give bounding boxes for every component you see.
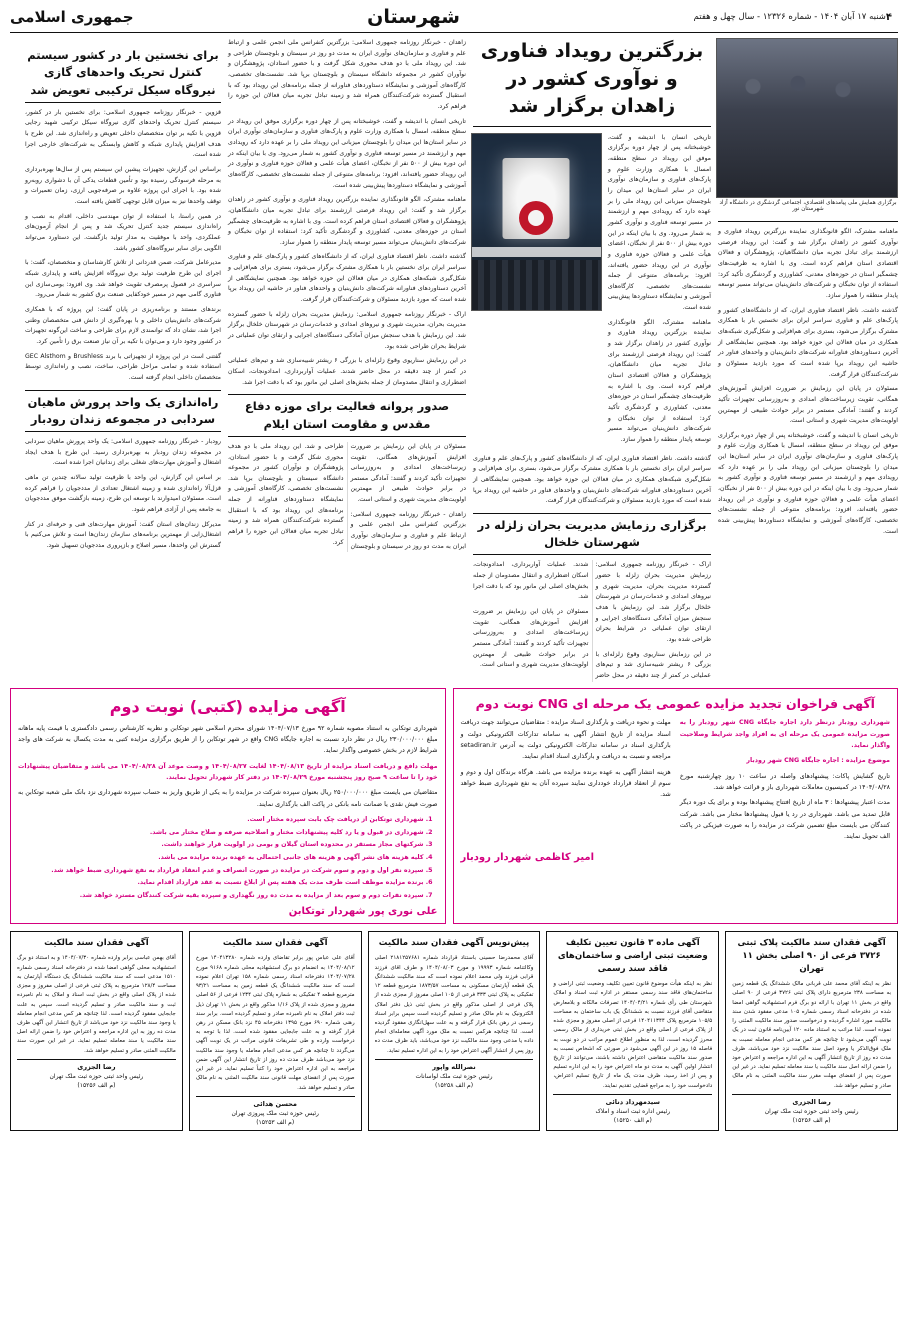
page-number: ۴ — [885, 11, 892, 23]
audience-photo — [716, 38, 898, 198]
article-body: قزوین - خبرنگار روزنامه جمهوری اسلامی: برای نخستین بار در کشور، سیستم کنترل تحریک واحدهای گازی نیروگاه سیکل ترکیبی شهید رجایی قزوین با تکیه بر توان متخصصان داخلی تعویض و راه‌اندازی شد. این طرح با هدف افزایش پایداری شبکه و کاهش وابستگی به شرکت‌های خارجی اجرا شده است. — [25, 108, 221, 159]
legal-notice-signature: رضا الجزری — [17, 1059, 176, 1071]
issue-date-line: شنبه ۱۷ آبان ۱۴۰۴ - شماره ۱۲۳۲۶ - سال چهل و هفتم — [693, 12, 886, 22]
legal-notice-role: رئیس واحد ثبتی حوزه ثبت ملک تهران — [49, 1072, 144, 1080]
legal-notice-code: (م الف ۱۵۲۵۶) — [77, 1081, 116, 1089]
legal-notice-signature: سیدمهرداد دنائی — [553, 1094, 712, 1106]
subheadline-quake: برگزاری رزمایش مدیریت بحران زلزله در شهرستان خلخال — [473, 513, 711, 556]
ad-auction-condition: 4. کلیه هزینه های نشر آگهی و هزینه های جانبی احتمالی به عهده برنده مزایده می باشد. — [18, 852, 424, 864]
article-body: زاهدان - خبرنگار روزنامه جمهوری اسلامی: بزرگترین کنفرانس ملی انجمن علمی و ارتباط علم و فناوری و سازمان‌های نوآوری ایران به مدت دو روز در سیستان و بلوچستان طراحی و شد. این رویداد ملی با دو هدف محوری شکل گرفت و با حضور استادان، پژوهشگران و نوآوران کشور در مجموعه دانشگاه سیستان و بلوچستان برپا شد. نشست‌های تخصصی، کارگاه‌های آموزشی و نمایشگاه دستاوردهای فناورانه از جمله برنامه‌های این رویداد بود که با استقبال گسترده شرکت‌کنندگان همراه شد و زمینه تبادل تجربه میان فعالان این حوزه را فراهم کرد. — [228, 39, 466, 110]
article-body: گذشته داشت. ناظر اقتصاد فناوری ایران، که از دانشگاه‌های کشور و پارک‌های علم و فناوری سراسر ایران برای نخستین بار با همکاری مشترک برگزار می‌شود، بستری برای هم‌افزایی و شکل‌گیری شبکه‌های همکاری در میان فعالان این حوزه خواهد بود. همچنین نمایشگاهی از آخرین دستاوردهای فناورانه شرکت‌های دانش‌بنیان و واحدهای فناور در حاشیه این رویداد برپا شده است که مورد بازدید مسئولان و شرکت‌کنندگان قرار گرفت. — [718, 306, 898, 378]
paper-name: جمهوری اسلامی — [10, 8, 134, 26]
main-headline: بزرگترین رویداد فناوری و نوآوری کشور در زاهدان برگزار شد — [473, 38, 711, 127]
legal-notice-signature: محسن هدائی — [196, 1096, 355, 1108]
ad-auction-paragraph: شهرداری توتکابن به استناد مصوبه شماره ۹۲ مورخ ۱۴۰۴/۰۷/۱۳ شورای محترم اسلامی شهر توتکابن و نظریه کارشناس رسمی دادگستری با قیمت پایه ماهانه مبلغ ۲۳۰/۰۰۰/۰۰۰ ریال در نظر دارد نسبت به اجاره جایگاه CNG واقع در شهر توتکابن را از طریق برگزاری مزایده کتبی به مدت یکسال به شرکت های واجد شرایط لازم در بخش خصوصی واگذار نماید. — [18, 724, 438, 755]
legal-notice — [368, 931, 541, 1130]
conference-stage-photo — [471, 133, 602, 311]
legal-notice-title: پیش‌نویس آگهی فقدان سند مالکیت — [378, 938, 530, 949]
ad-cng-signature: امیر کاظمی شهردار رودبار — [460, 851, 595, 863]
article-body: ماهنامه مشترک، الگو قانونگذاری نماینده بزرگترین رویداد فناوری و نوآوری کشور در زاهدان برگزار شد و گفت: این رویداد فرصتی ارزشمند برای تبادل تجربه میان دانشگاهیان، پژوهشگران و فعالان اقتصادی استان فراهم کرده است. وی با اشاره به ظرفیت‌های چشمگیر استان در حوزه‌های معدنی، کشاورزی و گردشگری تأکید کرد: استفاده از توان نخبگان و شرکت‌های دانش‌بنیان می‌تواند مسیر توسعه پایدار منطقه را هموار سازد. — [228, 196, 466, 246]
article-body: مسئولان در پایان این رزمایش بر ضرورت افزایش آموزش‌های همگانی، تقویت زیرساخت‌های امدادی و به‌روزرسانی تجهیزات تأکید کردند و گفتند: آمادگی مستمر در برابر حوادث طبیعی از مهمترین اولویت‌های مدیریت شهری و استانی است. — [473, 608, 589, 669]
article-body: زاهدان - خبرنگار روزنامه جمهوری اسلامی: بزرگترین کنفرانس ملی انجمن علمی و ارتباط علم و فناوری و سازمان‌های نوآوری ایران به مدت دو روز در سیستان و بلوچستان طراحی و شد. این رویداد ملی با دو هدف محوری شکل گرفت و با حضور استادان، پژوهشگران و نوآوران کشور در مجموعه دانشگاه سیستان و بلوچستان برپا شد. نشست‌های تخصصی، کارگاه‌های آموزشی و نمایشگاه دستاوردهای فناورانه از جمله برنامه‌های این رویداد بود که با استقبال گسترده شرکت‌کنندگان همراه شد و زمینه تبادل تجربه میان فعالان این حوزه را فراهم کرد. — [228, 442, 466, 550]
legal-notice-body: آقای علی عباس پور برابر تقاضای وارده شماره ۱۴۰۴۱۳۲۸۰ مورخ ۱۴۰۴/۰۸/۱۲ به انضمام دو برگ استشهادیه محلی شماره ۹۱۶۸ مورخ ۱۴۰۴/۰۷/۲۸ دفترخانه اسناد رسمی شماره ۱۵۸ تهران اعلام نموده است که سند مالکیت ششدانگ یک قطعه زمین به مساحت ۹۳/۲۱ مترمربع قطعه ۴ تفکیکی به شماره پلاک ثبتی ۱۲۳۴ فرعی از ۵۶ اصلی مفروز و مجزی شده از پلاک ۱/۱۶ مذکور واقع در بخش ۱۱ تهران ذیل ثبت دفتر املاک به نام نامبرده صادر و تسلیم گردیده است. برابر سند رهنی شماره ۶۹۰ مورخ ۱۳۹۵ دفترخانه ۴۵ نزد بانک مسکن در رهن قرار گرفته و به علت جابجایی مفقود شده است. لذا با توجه به درخواست وارده و طی تشریفات قانونی مراتب در یک نوبت آگهی می‌گردد تا چنانچه هر کس مدعی انجام معامله یا وجود سند مالکیت نزد خود می‌باشد ظرف مدت ده روز از تاریخ انتشار این آگهی ضمن مراجعه به این اداره اعتراض خود را کتباً تسلیم نماید. در غیر این صورت پس از انقضای مهلت قانونی سند مالکیت المثنی به نام مالک صادر و تسلیم خواهد شد. — [195, 955, 355, 1091]
legal-notice-code: (م الف ۱۵۲۵۳) — [256, 1118, 295, 1126]
legal-notice-role: رئیس حوزه ثبت ملک لواسانات — [415, 1072, 493, 1080]
legal-notice-role: رئیس اداره ثبت اسناد و املاک — [595, 1107, 671, 1115]
article-body: برندهای مستند و برنامه‌ریزی در پایان گفت: این پروژه که با همکاری شرکت‌های دانش‌بنیان داخلی و با بهره‌گیری از دانش فنی متخصصان وطنی اجرا شد، نشان داد که توانمندی لازم برای طراحی و ساخت این‌گونه تجهیزات در کشور وجود دارد و می‌توان با تکیه بر آن نیاز صنعت برق را تأمین کرد. — [25, 305, 221, 345]
legal-notice-role: رئیس واحد ثبتی حوزه ثبت ملک تهران — [764, 1107, 859, 1115]
article-body: در این رزمایش سناریوی وقوع زلزله‌ای با بزرگی ۶ ریشتر شبیه‌سازی شد و تیم‌های عملیاتی در کمتر از چند دقیقه در محل حاضر شدند. عملیات آواربرداری، امدادونجات، اسکان اضطراری و انتقال مصدومان از جمله بخش‌های اصلی این مانور بود که با دقت اجرا شد. — [473, 561, 711, 680]
legal-notice — [546, 931, 719, 1130]
top-content-area — [10, 38, 898, 682]
ad-auction-condition: 6. برنده مزایده موظف است ظرف مدت یک هفته پس از ابلاغ نسبت به عقد قرارداد اقدام نماید. — [18, 877, 424, 889]
right-headline-1: برای نخستین بار در کشور سیستم کنترل تحریک واحدهای گازی نیروگاه سیکل ترکیبی تعویض شد — [25, 44, 221, 103]
legal-notice-title: آگهی فقدان سند مالکیت — [222, 938, 328, 949]
legal-notice-code: (م الف ۱۵۲۵۶) — [792, 1116, 831, 1124]
column-right — [718, 38, 898, 682]
article-body: مسئولان در پایان این رزمایش بر ضرورت افزایش آموزش‌های همگانی، تقویت زیرساخت‌های امدادی و به‌روزرسانی تجهیزات تأکید کردند و گفتند: آمادگی مستمر در برابر حوادث طبیعی از مهمترین اولویت‌های مدیریت شهری و استانی است. — [350, 442, 466, 504]
article-body: ماهنامه مشترک، الگو قانونگذاری نماینده بزرگترین رویداد فناوری و نوآوری کشور در زاهدان برگزار شد و گفت: این رویداد فرصتی ارزشمند برای تبادل تجربه میان دانشگاهیان، پژوهشگران و فعالان اقتصادی استان فراهم کرده است. وی با اشاره به ظرفیت‌های چشمگیر استان در حوزه‌های معدنی، کشاورزی و گردشگری تأکید کرد: استفاده از توان نخبگان و شرکت‌های دانش‌بنیان می‌تواند مسیر توسعه پایدار منطقه را هموار سازد. — [718, 228, 898, 299]
column-center-right — [473, 38, 711, 682]
ad-auction-condition: 7. سپرده نفرات دوم و سوم بعد از مزایده به مدت ده روز نگهداری و سپرده بقیه شرکت کنندگان مسترد خواهد شد. — [18, 890, 424, 902]
ad-auction-condition: 3. شرکتهای مجاز مستقر در محدوده استان گیلان و بومی در اولویت قرار خواهند داشت. — [18, 839, 424, 851]
legal-notice-signature: نصرالله واپور — [375, 1059, 534, 1071]
section-title: شهرستان — [367, 6, 460, 28]
column-center-left — [228, 38, 466, 682]
legal-notice-code: (م الف ۱۵۲۵۰) — [613, 1116, 652, 1124]
legal-notice-body: نظر به اینکه هیأت موضوع قانون تعیین تکلیف وضعیت ثبتی اراضی و ساختمان‌های فاقد سند رسمی مستقر در اداره ثبت اسناد و املاک شهرستان طی رأی شماره ۱۴۰۴/۰۴/۲۱ تصرفات مالکانه و بلامعارض متقاضی آقای فرزند نسبت به ششدانگ یک باب ساختمان به مساحت ۱۰۵/۵ مترمربع پلاک ۱۴۰۴۱۱۳۴۴ فرعی از اصلی مفروز و مجزی شده از پلاک فرعی از اصلی واقع در بخش ثبتی خریداری از مالک رسمی محرز گردیده است، لذا به منظور اطلاع عموم مراتب در دو نوبت به فاصله ۱۵ روز در این آگهی می‌شود در صورتی که اشخاص نسبت به صدور سند مالکیت متقاضی اعتراض داشته باشند، می‌توانند از تاریخ انتشار اولین آگهی به مدت دو ماه اعتراض خود را به این اداره تسلیم و پس از اخذ رسید، ظرف مدت یک ماه از تاریخ تسلیم اعتراض، دادخواست خود را به مراجع قضایی تقدیم نمایند. — [553, 981, 713, 1089]
ad-auction-paragraph: مهلت دافع و دریافت اسناد مزایده از تاریخ ۱۴۰۴/۰۸/۱۳ لغایت ۱۴۰۴/۰۸/۲۷ و وصت موعد آن ۱۴۰۴/۰۸/۲۸ می باشد و متقاضیان پیشنهادات خود را تا ساعت ۹ صبح روز پنجشنبه مورخ ۱۴۰۴/۰۸/۲۹ در دفتر کار شهردار تحویل نمایند. — [18, 762, 438, 781]
legal-notice — [725, 931, 898, 1130]
article-body: مدیرعامل شرکت، ضمن قدردانی از تلاش کارشناسان و متخصصان، گفت: با اجرای این طرح ظرفیت تولید برق نیروگاه افزایش یافته و پایداری شبکه سراسری در فصول پرمصرف تقویت خواهد شد. وی افزود: بومی‌سازی این فناوری گامی مهم در مسیر خودکفایی صنعت برق کشور به شمار می‌رود. — [25, 259, 221, 299]
advertisements-band — [10, 688, 898, 925]
article-body: بر اساس این گزارش، این واحد با ظرفیت تولید سالانه چندین تن ماهی قزل‌آلا راه‌اندازی شده و زمینه اشتغال تعدادی از مددجویان را فراهم کرده است. مسئولان امیدوارند با توسعه این طرح، زمینه بازگشت موفق مددجویان به جامعه پس از آزادی فراهم شود. — [25, 473, 221, 513]
legal-notice-body: نظر به اینکه آقای محمد علی قربانی مالک ششدانگ یک قطعه زمین به مساحت ۲۳۸ مترمربع دارای پلاک ثبتی ۳۷۲۶ فرعی از ۹۰ اصلی واقع در بخش ۱۱ تهران با ارائه دو برگ فرم استشهادیه گواهی امضا شده در دفترخانه اسناد رسمی شماره ۱۰۵ مدعی مفقود شدن سند مالکیت مورد اشاره گردیده و درخواست صدور سند مالکیت المثنی را نموده است. لذا مراتب به استناد ماده ۱۲۰ آیین‌نامه قانون ثبت در یک نوبت آگهی می‌شود تا چنانچه هر کس مدعی انجام معامله نسبت به ملک فوق‌الذکر یا وجود اصل سند مالکیت نزد خود می‌باشد، ظرف مدت ده روز از تاریخ انتشار آگهی به این اداره مراجعه و اعتراض خود را ضمن ارائه اصل سند مالکیت یا سند معامله تسلیم نماید. در غیر این صورت پس از انقضای مهلت مقرر سند مالکیت المثنی به نام مالک صادر و تسلیم خواهد شد. — [732, 981, 891, 1089]
ad-auction-signature: علی نوری پور شهردار توتکابن — [288, 906, 438, 918]
legal-notice-body: آقای بهمن عباسی برابر وارده شماره ۱۴۰۴/۰۷/۳۰ و به استناد دو برگ استشهادیه محلی گواهی امضا شده در دفترخانه اسناد رسمی شماره ۱۵۱۰ مدعی است که سند مالکیت ششدانگ یک دستگاه آپارتمان به مساحت ۱۲۸/۴ مترمربع به پلاک ثبتی فرعی از اصلی مفروز و مجزی شده از پلاک اصلی واقع در بخش ثبت اسناد و املاک به نام نامبرده ثبت و سند مالکیت صادر و تسلیم گردیده است. سپس به علت جابجایی مفقود گردیده است. لذا چنانچه هر کس مدعی انجام معامله یا وجود سند مالکیت نزد خود می‌باشد از تاریخ انتشار این آگهی ظرف مدت ده روز به این اداره مراجعه و اعتراض خود را ضمن ارائه اصل سند مالکیت یا سند معامله تسلیم نماید. در غیر این صورت سند مالکیت المثنی صادر و تسلیم خواهد شد. — [17, 955, 176, 1054]
audience-photo-caption: برگزاری همایش ملی پیامدهای اقتصادی، اجتماعی گردشگری در دانشگاه آزاد شهرستان نور — [719, 200, 897, 212]
subheadline-museum: صدور پروانه فعالیت برای موزه دفاع مقدس و مقاومت استان ایلام — [228, 394, 466, 437]
legal-notice-role: رئیس حوزه ثبت ملک پیروزی تهران — [231, 1109, 319, 1117]
article-body: گفتنی است در این پروژه از تجهیزاتی با برند Brushless و GEC Alsthom استفاده شده و تمامی مراحل طراحی، ساخت، نصب و راه‌اندازی توسط متخصصان داخلی انجام گرفته است. — [25, 352, 222, 381]
legal-notice-code: (م الف ۱۵۲۵۸) — [434, 1081, 474, 1089]
article-body: براساس این گزارش، تجهیزات پیشین این سیستم پس از سال‌ها بهره‌برداری به مرحله فرسودگی رسیده بود و تأمین قطعات یدکی آن با دشواری روبه‌رو شده بود. با اجرای این پروژه علاوه بر صرفه‌جویی ارزی، زمان تعمیرات و توقف واحدها نیز به میزان قابل توجهی کاهش یافته است. — [25, 166, 221, 205]
legal-notice-title: آگهی ماده ۳ قانون تعیین تکلیف وضعیت ثبتی اراضی و ساختمان‌های فاقد سند رسمی — [557, 938, 708, 975]
ad-auction-condition: 1. شهرداری توتکابن از دریافت چک بابت سپرده مختار است. — [18, 814, 424, 826]
masthead — [10, 6, 898, 33]
legal-notice-title: آگهی فقدان سند مالکیت پلاک ثبتی ۳۷۲۶ فرعی از ۹۰ اصلی بخش ۱۱ تهران — [737, 938, 886, 975]
ad-auction — [10, 688, 446, 925]
ad-auction-title: آگهی مزایده (کتبی) نوبت دوم — [109, 696, 346, 716]
article-body: در این رزمایش سناریوی وقوع زلزله‌ای با بزرگی ۶ ریشتر شبیه‌سازی شد و تیم‌های عملیاتی در کمتر از چند دقیقه در محل حاضر شدند. عملیات آواربرداری، امدادونجات، اسکان اضطراری و انتقال مصدومان از جمله بخش‌های اصلی این مانور بود که با دقت اجرا شد. — [228, 357, 466, 386]
right-headline-2: راه‌اندازی یک واحد پرورش ماهیان سردابی در مجموعه زندان رودبار — [25, 390, 221, 433]
ad-auction-condition: 5. سپرده نفر اول و دوم و سوم شرکت در مزایده در صورت انصراف و عدم انعقاد قرارداد به نفع شهرداری ضبط خواهد شد. — [18, 865, 424, 877]
article-body: در همین راستا، با استفاده از توان مهندسی داخلی، اقدام به نصب و راه‌اندازی سیستم جدید کنترل تحریک شد و پس از انجام آزمون‌های عملکردی، واحد با موفقیت به مدار تولید بازگشت. این دستاورد می‌تواند الگویی برای سایر نیروگاه‌های کشور باشد. — [25, 212, 221, 252]
article-body: تاریخی انسان با اندیشه و گفت، خوشبختانه پس از چهار دوره برگزاری موفق این رویداد در سطح منطقه، امسال با همکاری وزارت علوم و پارک‌های فناوری و سازمان‌های نوآوری ایران در سایر استان‌ها این میدان را بلوچستان میزبانی این رویداد ملی را بر عهده دارد که رویدادی مهم و ارزشمند در مسیر توسعه فناوری و نوآوری کشور به شمار می‌رود. وی با بیان اینکه در این دوره بیش از ۵۰۰ نفر از نخبگان، اعضای هیأت علمی و فعالان حوزه فناوری و نوآوری در این رویداد حضور یافته‌اند، افزود: برنامه‌های متنوعی از جمله نشست‌های تخصصی، کارگاه‌های آموزشی و نمایشگاه دستاوردها پیش‌بینی شده است. — [718, 431, 898, 535]
ad-cng-title: آگهی فراخوان تجدید مزایده عمومی یک مرحله ای CNG نوبت دوم — [475, 695, 875, 711]
ad-cng-paragraph: هزینه انتشار آگهی به عهده برنده مزایده می باشد. هرگاه برندگان اول و دوم و سوم از انعقاد قرارداد خودداری نمایند سپرده آنان به نفع شهرداری ضبط خواهد شد. — [460, 768, 671, 799]
article-body: گذشته داشت. ناظر اقتصاد فناوری ایران، که از دانشگاه‌های کشور و پارک‌های علم و فناوری سراسر ایران برای نخستین بار با همکاری مشترک برگزار می‌شود، بستری برای هم‌افزایی و شکل‌گیری شبکه‌های همکاری در میان فعالان این حوزه خواهد بود. همچنین نمایشگاهی از آخرین دستاوردهای فناورانه شرکت‌های دانش‌بنیان و واحدهای فناور در حاشیه این رویداد برپا شده است که مورد بازدید مسئولان و شرکت‌کنندگان قرار گرفت. — [228, 253, 466, 304]
ad-cng-tender — [453, 688, 898, 925]
legal-notice-signature: رضا الجزری — [732, 1094, 891, 1106]
article-body: تاریخی انسان با اندیشه و گفت، خوشبختانه پس از چهار دوره برگزاری موفق این رویداد در سطح منطقه، امسال با همکاری وزارت علوم و پارک‌های فناوری و سازمان‌های نوآوری ایران در سایر استان‌ها این میدان را بلوچستان میزبانی این رویداد ملی را بر عهده دارد که رویدادی مهم و ارزشمند در مسیر توسعه فناوری و نوآوری کشور به شمار می‌رود. وی با بیان اینکه در این دوره بیش از ۵۰۰ نفر از نخبگان، اعضای هیأت علمی و فعالان حوزه فناوری و نوآوری در این رویداد حضور یافته‌اند، افزود: برنامه‌های متنوعی از جمله نشست‌های تخصصی، کارگاه‌های آموزشی و نمایشگاه دستاوردها پیش‌بینی شده است. — [228, 117, 466, 189]
legal-notice-title: آگهی فقدان سند مالکیت — [44, 938, 149, 949]
ad-cng-paragraph: تاریخ گشایش پاکات: پیشنهادهای واصله در ساعت ۱۰ روز چهارشنبه مورخ ۱۴۰۴/۰۸/۲۸ در کمیسیون معاملات شهرداری باز و قرائت خواهد شد. — [679, 772, 890, 792]
legal-notice — [189, 931, 362, 1130]
ad-auction-paragraph: متقاضیان می بایست مبلغ ۲۵۰/۰۰۰/۰۰۰ ریال بعنوان سپرده شرکت در مزایده را به یکی از طریق واریز به حساب سپرده شهرداری نزد بانک ملی شعبه توتکابن به صورت فیش نقدی یا ضمانت نامه بانکی در پاکت الف بارگذاری نمایند. — [18, 789, 438, 808]
legal-notice — [10, 931, 183, 1130]
ad-cng-paragraph: مدت اعتبار پیشنهادها : ۳ ماه از تاریخ افتتاح پیشنهادها بوده و برای یک دوره دیگر قابل تمدید می باشد. شهرداری در رد یا قبول پیشنهادها مختار می باشد. شرکت کنندگان می بایست مبلغ تضمین شرکت در مزایده را به صورت فیزیکی در پاکت الف تحویل نمایند. — [679, 799, 890, 841]
divider — [718, 221, 898, 222]
legal-notice-body: آقای محمدرضا حسینی باستناد قرارداد شماره ۲۱۸۱۲۵۷۶۸۱ اصلی وکالتنامه شماره ۱۹۹۹۳ و مورخ ۱۴۰۴/۰۸/۰۳ و طرف اقای فرزند قرابی فرزند ولی محمد اعلام نموده است که سند مالکیت ششدانگ یک قطعه آپارتمان مسکونی به مساحت ۱۸۷۳/۵۷ مترمربع قطعه ۱۲ تفکیکی به پلاک ثبتی ۳۳۳ فرعی از ۱۰۵ اصلی مفروز از مجزی شده از پلاک فرعی از اصلی مذکور واقع در بخش ثبتی ذیل دفتر املاک الکترونیک به نام مالک صادر و تسلیم گردیده است سپس برابر اسناد رسمی در رهن بانک قرار گرفته و به علت سهل‌انگاری مفقود گردیده است. لذا چنانچه هرکس نسبت به ملک مورد آگهی معامله‌ای انجام داده یا مدعی وجود سند مالکیت نزد خود می‌باشد، باید ظرف مدت ده روز پس از انتشار آگهی اعتراض خود را به این اداره تسلیم نماید. — [374, 955, 534, 1054]
ad-auction-conditions — [18, 814, 438, 901]
ad-cng-subject: موضوع مزایده : اجاره جایگاه CNG شهر رودبار — [746, 757, 890, 765]
article-body: ماهنامه مشترک، الگو قانونگذاری نماینده بزرگترین رویداد فناوری و نوآوری کشور در زاهدان برگزار شد و گفت: این رویداد فرصتی ارزشمند برای تبادل تجربه میان دانشگاهیان، پژوهشگران و فعالان اقتصادی استان فراهم کرده است. وی با اشاره به ظرفیت‌های چشمگیر استان در حوزه‌های معدنی، کشاورزی و گردشگری تأکید کرد: استفاده از توان نخبگان و شرکت‌های دانش‌بنیان می‌تواند مسیر توسعه پایدار منطقه را هموار سازد. — [607, 318, 711, 444]
ad-cng-paragraph: مهلت و نحوه دریافت و بارگذاری اسناد مزایده : متقاضیان می‌توانند جهت دریافت اسناد مزایده از تاریخ انتشار آگهی به سامانه تدارکات الکترونیکی دولت و بارگذاری اسناد در سامانه تدارکات الکترونیکی دولت به آدرس setadiran.ir مراجعه و نسبت به دریافت و بارگذاری اسناد اقدام نمایند. — [460, 719, 671, 761]
article-body: اراک - خبرنگار روزنامه جمهوری اسلامی: رزمایش مدیریت بحران زلزله با حضور گسترده مدیریت بحران، مدیریت شهری و نیروهای امدادی و خدمات‌رسان در شهرستان خلخال برگزار شد. این رزمایش با هدف سنجش میزان آمادگی دستگاه‌های اجرایی و ارتقای توان عملیاتی در شرایط بحران طراحی شده بود. — [595, 561, 711, 644]
ad-auction-condition: 2. شهرداری در قبول و یا رد کلیه پیشنهادات مختار و اصلاحیه صرفه و صلاح مختار می باشد. — [18, 827, 424, 839]
article-body: مسئولان در پایان این رزمایش بر ضرورت افزایش آموزش‌های همگانی، تقویت زیرساخت‌های امدادی و به‌روزرسانی تجهیزات تأکید کردند و گفتند: آمادگی مستمر در برابر حوادث طبیعی از مهمترین اولویت‌های مدیریت شهری و استانی است. — [718, 385, 898, 425]
legal-notices-band — [10, 931, 898, 1130]
article-body: تاریخی انسان با اندیشه و گفت، خوشبختانه پس از چهار دوره برگزاری موفق این رویداد در سطح منطقه، امسال با همکاری وزارت علوم و پارک‌های فناوری و سازمان‌های نوآوری ایران در سایر استان‌ها این میدان را بلوچستان میزبانی این رویداد ملی را بر عهده دارد که رویدادی مهم و ارزشمند در مسیر توسعه فناوری و نوآوری کشور به شمار می‌رود. وی با بیان اینکه در این دوره بیش از ۵۰۰ نفر از نخبگان، اعضای هیأت علمی و فعالان حوزه فناوری و نوآوری در این رویداد حضور یافته‌اند، افزود: برنامه‌های متنوعی از جمله نشست‌های تخصصی، کارگاه‌های آموزشی و نمایشگاه دستاوردها پیش‌بینی شده است. — [607, 133, 711, 312]
ad-cng-lead: شهرداری رودبار درنظر دارد اجاره جایگاه CNG شهر رودبار را به صورت مزایده عمومی یک مرحله ای به افراد واجد شرایط وصلاحیت واگذار نماید. — [679, 719, 890, 750]
column-left — [25, 38, 221, 682]
article-body: اراک - خبرنگار روزنامه جمهوری اسلامی: رزمایش مدیریت بحران زلزله با حضور گسترده مدیریت بحران، مدیریت شهری و نیروهای امدادی و خدمات‌رسان در شهرستان خلخال برگزار شد. این رزمایش با هدف سنجش میزان آمادگی دستگاه‌های اجرایی و ارتقای توان عملیاتی در شرایط بحران طراحی شده بود. — [228, 310, 466, 350]
article-body: گذشته داشت. ناظر اقتصاد فناوری ایران، که از دانشگاه‌های کشور و پارک‌های علم و فناوری سراسر ایران برای نخستین بار با همکاری مشترک برگزار می‌شود، بستری برای هم‌افزایی و شکل‌گیری شبکه‌های همکاری در میان فعالان این حوزه خواهد بود. همچنین نمایشگاهی از آخرین دستاوردهای فناورانه شرکت‌های دانش‌بنیان و واحدهای فناور در حاشیه این رویداد برپا شده است که مورد بازدید مسئولان و شرکت‌کنندگان قرار گرفت. — [473, 454, 711, 505]
article-body: مدیرکل زندان‌های استان گفت: آموزش مهارت‌های فنی و حرفه‌ای در کنار اشتغال‌زایی از مهمترین برنامه‌های سازمان زندان‌ها است و تلاش می‌کنیم با گسترش این واحدها، مسیر اصلاح و بازپروری مددجویان تسهیل شود. — [25, 520, 221, 549]
article-body: رودبار - خبرنگار روزنامه جمهوری اسلامی: یک واحد پرورش ماهیان سردابی در مجموعه زندان رودبار به بهره‌برداری رسید. این طرح با هدف ایجاد اشتغال و آموزش مهارت‌های شغلی برای زندانیان اجرا شده است. — [25, 438, 221, 467]
